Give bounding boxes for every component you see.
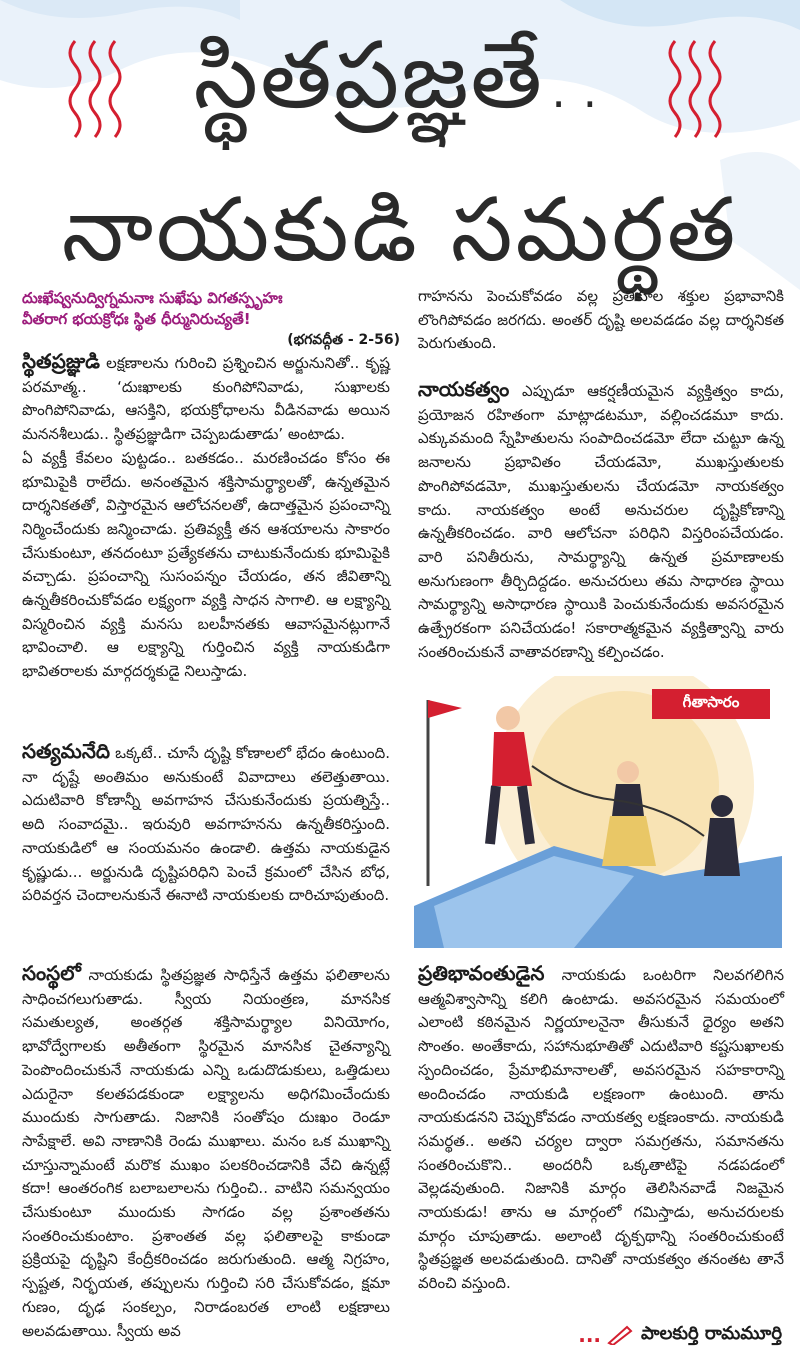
headline-line-1: స్థితప్రజ్ఞతే.. [193, 22, 607, 129]
right-column-section-3 [418, 962, 784, 1296]
paragraph-2: ఏ వ్యక్తీ కేవలం పుట్టడం.. బతకడం.. మరణించడం కోసం ఈ భూమిపైకి రాలేదు. అనంతమైన శక్తిసామర్థ్యాలతో, ఉన్నతమైన దార్శనికతతో, విస్తారమైన ఆలోచనలతో, ఉదాత్తమైన ప్రపంచాన్ని నిర్మించేందుకు జన్మించాడు. ప్రతివ్యక్తీ తన ఆశయాలను సాకారం చేసుకుంటూ, తనదంటూ ప్రత్యేకతను చాటుకునేందుకు భూమిపైకి వచ్చాడు. ప్రపంచాన్ని సుసంపన్నం చేయడం, తన జీవితాన్ని ఉన్నతీకరించుకోవడం లక్ష్యంగా వ్యక్తి సాధన సాగాలి. ఆ లక్ష్యాన్ని విస్మరించిన వ్యక్తి మనసు బలహీనతకు ఆవాసమైనట్లుగానే భావించాలి. ఆ లక్ష్యాన్ని గుర్తించిన వ్యక్తి నాయకుడిగా భావితరాలకు మార్గదర్శకుడై నిలుస్తాడు. [22, 448, 390, 681]
paragraph-lead: ప్రతిభావంతుడైన [418, 961, 545, 985]
paragraph-body: నాయకుడు స్థితప్రజ్ఞత సాధిస్తేనే ఉత్తమ ఫలితాలను సాధించగలుగుతాడు. స్వీయ నియంత్రణ, మానసిక సమతుల్యత, అంతర్గత శక్తిసామర్థ్యాల వినియోగం, భావోద్వేగాలకు అతీతంగా స్థిరమైన మానసిక చైతన్యాన్ని పెంపొందించుకునే నాయకుడు ఎన్ని ఒడుదొడుకులు, ఒత్తిడులు ఎదురైనా కలతపడకుండా లక్ష్యాలను అధిగమించేందుకు ముందుకు సాగుతాడు. నిజానికి సంతోషం దుఃఖం రెండూ సాపేక్షాలే. అవి నాణానికి రెండు ముఖాలు. మనం ఒక ముఖాన్ని చూస్తున్నామంటే మరొక ముఖం పలకరించడానికి వేచి ఉన్నట్లే కదా! ఆంతరంగిక బలాబలాలను గుర్తించి.. వాటిని సమన్వయం చేసుకుంటూ ముందుకు సాగడం వల్ల ప్రశాంతతను సంతరించుకుంటాం. ప్రశాంతత వల్ల ఫలితాలపై కాకుండా ప్రక్రియపై దృష్టిని కేంద్రీకరించడం జరుగుతుంది. ఆత్మ నిగ్రహం, స్పష్టత, నిర్భయత, తప్పులను గుర్తించి సరి చేసుకోవడం, క్షమా గుణం, దృఢ సంకల్పం, నిరాడంబరత లాంటి లక్షణాలు అలవడుతాయి. స్వీయ అవ [22, 966, 390, 1340]
byline-dots: ... [578, 1323, 602, 1347]
paragraph-lead: నాయకత్వం [418, 377, 510, 401]
paragraph-lead: సంస్థలో [22, 961, 81, 985]
verse-line-2: వీతరాగ భయక్రోధః స్థిత ధీర్మునిరుచ్యతే! [22, 310, 251, 328]
paragraph-7 [418, 962, 784, 1296]
paragraph-body: ఒక్కటే.. చూసే దృష్టి కోణాలలో భేదం ఉంటుంది. నా దృష్టే అంతిమం అనుకుంటే వివాదాలు తలెత్తుతాయి. ఎదుటివారి కోణాన్నీ అవగాహన చేసుకునేందుకు ప్రయత్నిస్తే.. అది సంవాదమై.. ఇరువురి అవగాహనను ఉన్నతీకరిస్తుంది. నాయకుడిలో ఆ సంయమనం ఉండాలి. ఉత్తమ నాయకుడైన కృష్ణుడు... అర్జునుడి దృష్టిపరిధిని పెంచే క్రమంలో చేసిన బోధ, పరివర్తన చెందాలనుకునే ఈనాటి నాయకులకు దారిచూపుతుంది. [22, 744, 390, 905]
paragraph-lead: సత్యమనేది [22, 739, 110, 763]
verse-line-1: దుఃఖేష్వనుద్విగ్నమనాః సుఖేషు విగతస్పృహః [22, 289, 283, 307]
sloka-verse [22, 288, 392, 330]
headline-line-2: నాయకుడి సమర్థత [61, 178, 739, 281]
paragraph-3 [22, 740, 390, 908]
paragraph-4 [22, 962, 390, 1343]
paragraph-1 [22, 350, 390, 447]
right-column-section-2 [418, 378, 784, 664]
paragraph-lead: స్థితప్రజ్ఞుడి [22, 349, 100, 373]
author-byline [520, 1320, 782, 1350]
paragraph-body: నాయకుడు ఒంటరిగా నిలవగలిగిన ఆత్మవిశ్వాసాన్ని కలిగి ఉంటాడు. అవసరమైన సమయంలో ఎలాంటి కఠినమైన నిర్ణయాలనైనా తీసుకునే ధైర్యం అతని సొంతం. అంతేకాదు, సహానుభూతితో ఎదుటివారి కష్టసుఖాలకు స్పందించడం, ప్రేమాభిమానాలతో, అవసరమైన సహకారాన్ని అందించడం నాయకుడి లక్షణంగా ఉంటుంది. తాను నాయకుడనని చెప్పుకోవడం నాయకత్వ లక్షణంకాదు. నాయకుడి సమర్థత.. అతని చర్యల ద్వారా సమగ్రతను, సమానతను సంతరించుకొని.. అందరినీ ఒక్కతాటిపై నడపడంలో వెల్లడవుతుంది. నిజానికి మార్గం తెలిసినవాడే నిజమైన నాయకుడు! తాను ఆ మార్గంలో గమిస్తాడు, అనుచరులకు మార్గం చూపుతాడు. అలాంటి దృక్పథాన్ని సంతరించుకుంటే స్థితప్రజ్ఞత అలవడుతుంది. దానితో నాయకత్వం తనంతట తానే వరించి వస్తుంది. [418, 966, 784, 1293]
paragraph-body: ఎప్పుడూ ఆకర్షణీయమైన వ్యక్తిత్వం కాదు, ప్రయోజన రహితంగా మాట్లాడటమూ, వల్లించడమూ కాదు. ఎక్కువమంది స్నేహితులను సంపాదించడమో లేదా చుట్టూ ఉన్న జనాలను ప్రభావితం చేయడమో, ముఖస్తుతులకు పొంగిపోవడమో, ముఖస్తుతులను చేయడమో నాయకత్వం కాదు. నాయకత్వం అంటే అనుచరుల దృష్టికోణాన్ని ఉన్నతీకరించడం. వారి ఆలోచనా పరిధిని విస్తరింపచేయడం. వారి పనితీరును, సామర్థ్యాన్ని ఉన్నత ప్రమాణాలకు అనుగుణంగా తీర్చిదిద్దడం. అనుచరులు తమ సాధారణ స్థాయి సామర్థ్యాన్ని అసాధారణ స్థాయికి పెంచుకునేందుకు అవసరమైన ఉత్ప్రేరకంగా పనిచేయడం! సకారాత్మకమైన వ్యక్తిత్వాన్ని వారు సంతరించుకునే వాతావరణాన్ని కల్పించడం. [418, 382, 784, 661]
paragraph-body: లక్షణాలను గురించి ప్రశ్నించిన అర్జునునితో.. కృష్ణ పరమాత్మ.. ‘దుఃఖాలకు కుంగిపోనివాడు, సుఖాలకు పొంగిపోనివాడు, ఆసక్తిని, భయక్రోధాలను వీడినవాడు అయిన మననశీలుడు.. స్థితప్రజ్ఞుడిగా చెప్పబడుతాడు’ అంటాడు. [22, 354, 390, 444]
pen-icon [607, 1325, 635, 1345]
left-column-section-3 [22, 962, 390, 1343]
right-column [418, 285, 784, 356]
left-column [22, 350, 390, 684]
left-column-section-2 [22, 740, 390, 908]
section-tag: గీతాసారం [652, 689, 770, 719]
author-name: పాలకుర్తి రామమూర్తి [641, 1322, 782, 1344]
verse-reference: (భగవద్గీత - 2-56) [287, 332, 400, 348]
paragraph-6 [418, 378, 784, 664]
paragraph-5: గాహనను పెంచుకోవడం వల్ల ప్రతికూల శక్తుల ప్రభావానికి లొంగిపోవడం జరగదు. అంతర్ దృష్టి అలవడడం వల్ల దార్శనికత పెరుగుతుంది. [418, 287, 784, 353]
